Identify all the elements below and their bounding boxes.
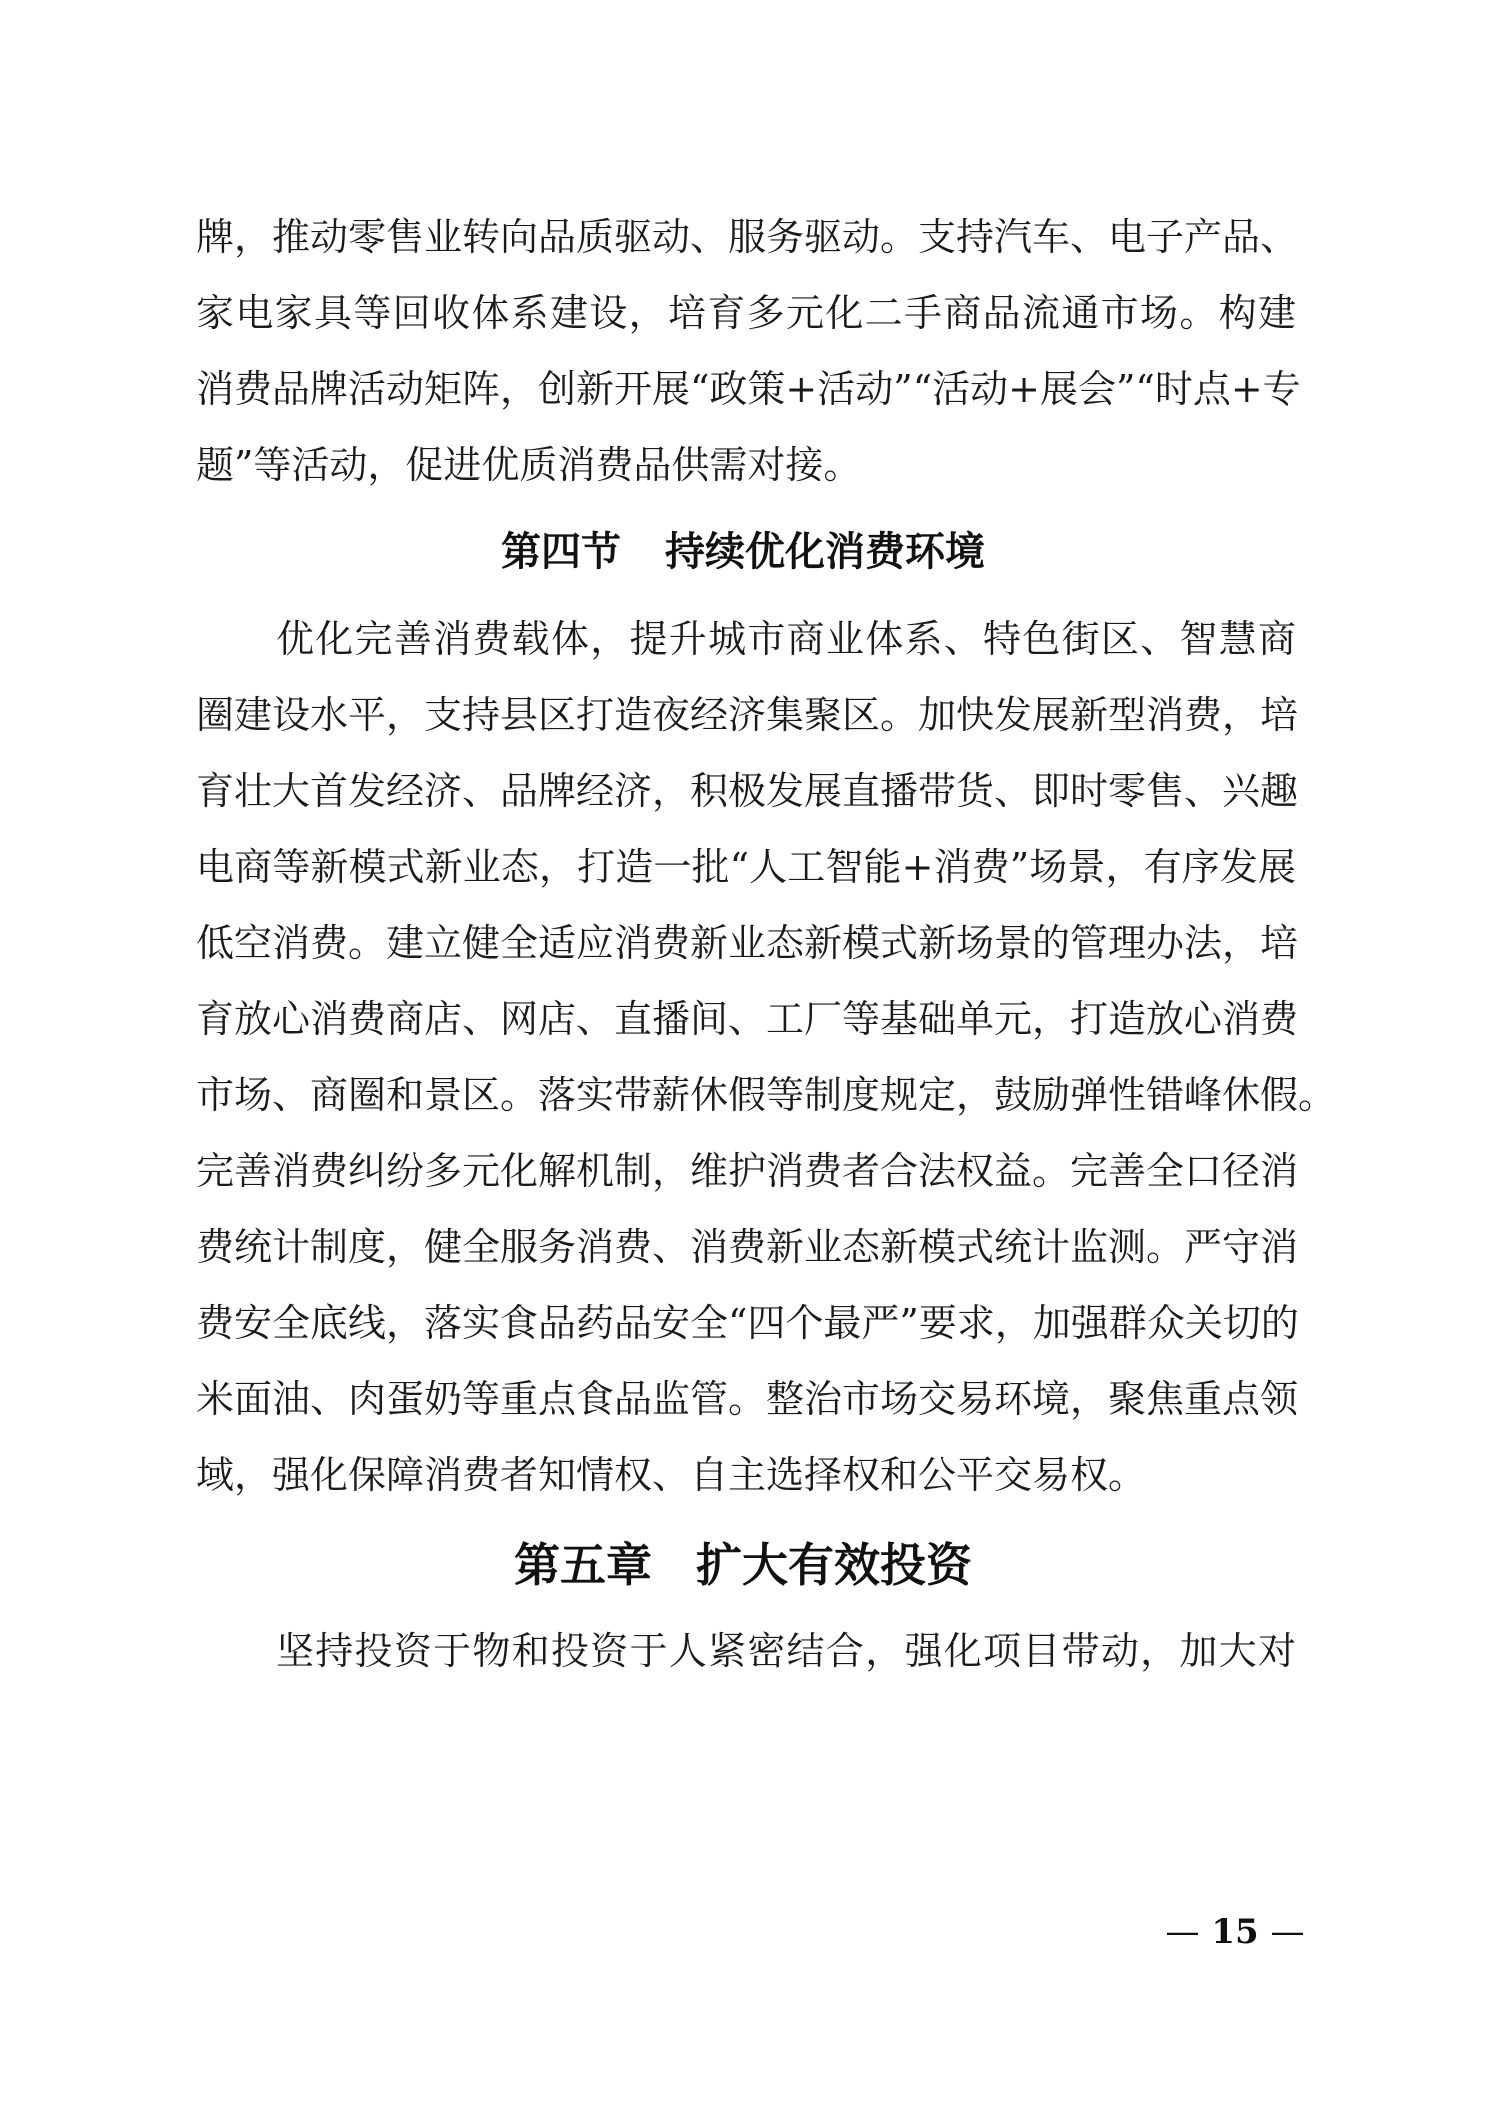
text-line: 坚持投资于物和投资于人紧密结合，强化项目带动，加大对: [276, 1629, 1296, 1673]
chapter-title: 扩大有效投资: [696, 1538, 972, 1592]
text-line: 牌，推动零售业转向品质驱动、服务驱动。支持汽车、电子产品、: [196, 215, 1299, 259]
text-line: 家电家具等回收体系建设，培育多元化二手商品流通市场。构建: [196, 291, 1296, 335]
text-line: 低空消费。建立健全适应消费新业态新模式新场景的管理办法，培: [196, 921, 1299, 965]
text-line: 完善消费纠纷多元化解机制，维护消费者合法权益。完善全口径消: [196, 1149, 1299, 1193]
page-number: [1160, 1910, 1310, 1954]
section-title: 持续优化消费环境: [665, 528, 985, 575]
page-number-value: 15: [1211, 1912, 1259, 1952]
chapter-heading: [0, 1534, 1486, 1596]
text-line: 圈建设水平，支持县区打造夜经济集聚区。加快发展新型消费，培: [196, 693, 1299, 737]
chapter-number: 第五章: [514, 1538, 652, 1592]
text-line: 市场、商圈和景区。落实带薪休假等制度规定，鼓励弹性错峰休假。: [196, 1073, 1337, 1117]
text-line: 电商等新模式新业态，打造一批“人工智能+消费”场景，有序发展: [196, 845, 1296, 889]
text-line: 育放心消费商店、网店、直播间、工厂等基础单元，打造放心消费: [196, 997, 1299, 1041]
text-line: 域，强化保障消费者知情权、自主选择权和公平交易权。: [196, 1453, 1147, 1497]
text-line: 费统计制度，健全服务消费、消费新业态新模式统计监测。严守消: [196, 1225, 1299, 1269]
text-line: 费安全底线，落实食品药品安全“四个最严”要求，加强群众关切的: [196, 1301, 1299, 1345]
text-line: 米面油、肉蛋奶等重点食品监管。整治市场交易环境，聚焦重点领: [196, 1377, 1299, 1421]
text-line: 优化完善消费载体，提升城市商业体系、特色街区、智慧商: [276, 617, 1296, 661]
text-line: 消费品牌活动矩阵，创新开展“政策+活动”“活动+展会”“时点+专: [196, 367, 1301, 411]
section-number: 第四节: [501, 528, 621, 575]
section-heading: [0, 524, 1486, 580]
page-number-dash-left: —: [1165, 1912, 1200, 1952]
text-line: 育壮大首发经济、品牌经济，积极发展直播带货、即时零售、兴趣: [196, 769, 1299, 813]
text-line: 题”等活动，促进优质消费品供需对接。: [196, 443, 862, 487]
page-number-dash-right: —: [1270, 1912, 1305, 1952]
